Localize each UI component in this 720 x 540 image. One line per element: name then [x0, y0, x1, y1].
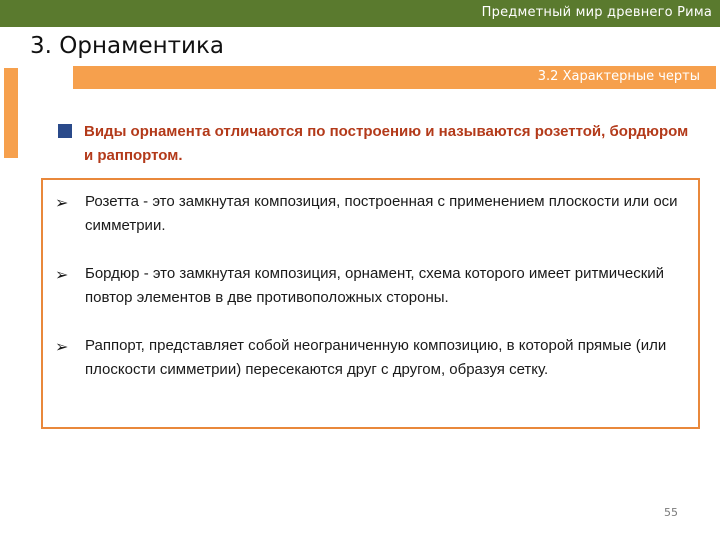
definition: - это замкнутая композиция, орнамент, схема которого имеет ритмический повтор элементов в две противоположных стороны.: [85, 265, 665, 306]
subtitle-bar: [73, 66, 716, 89]
square-bullet-icon: [58, 124, 72, 138]
header-title: Предметный мир древнего Рима: [481, 5, 712, 20]
accent-stripe: [4, 68, 18, 158]
header-bar: [0, 0, 720, 27]
slide-title: 3. Орнаментика: [30, 33, 224, 59]
definition: - это замкнутая композиция, построенная с применением плоскости или оси симметрии.: [85, 193, 678, 234]
subtitle-text: 3.2 Характерные черты: [537, 69, 700, 84]
term: Раппорт: [85, 337, 141, 354]
term: Бордюр: [85, 265, 140, 282]
term: Розетта: [85, 193, 139, 210]
intro-text: Виды орнамента отличаются по построению и называются розеттой, бордюром и раппортом.: [84, 123, 689, 164]
arrow-bullet-icon: ➢: [55, 339, 69, 356]
arrow-bullet-icon: ➢: [55, 267, 69, 284]
arrow-bullet-icon: ➢: [55, 195, 69, 212]
definition: , представляет собой неограниченную композицию, в которой прямые (или плоскости симметрии) пересекаются друг с другом, образуя сетку.: [85, 337, 667, 378]
page-number: 55: [664, 506, 678, 519]
